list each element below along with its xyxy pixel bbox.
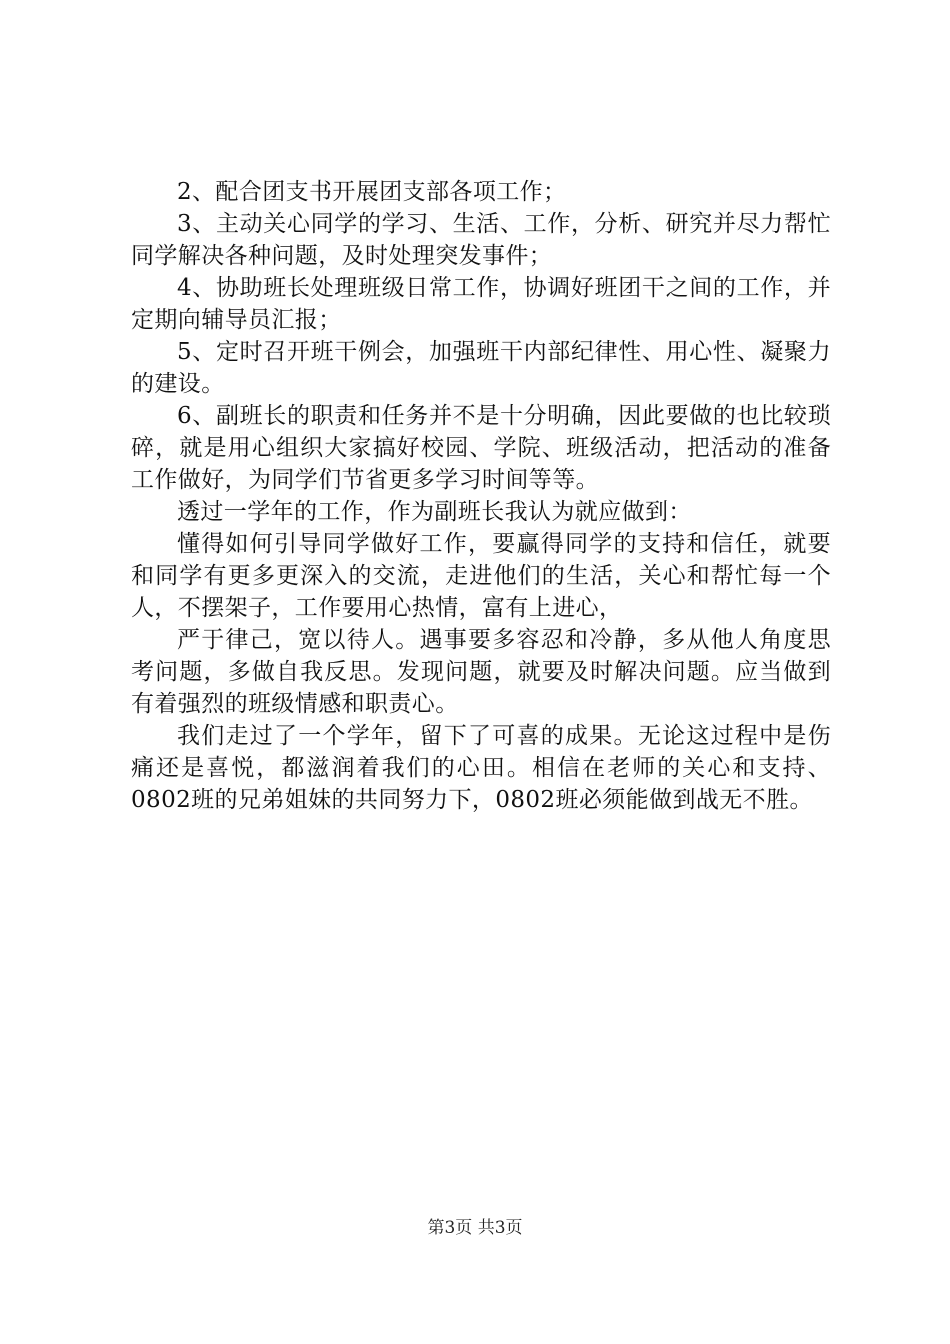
paragraph: 5、定时召开班干例会，加强班干内部纪律性、用心性、凝聚力的建设。 bbox=[131, 339, 831, 397]
paragraph: 严于律己，宽以待人。遇事要多容忍和冷静，多从他人角度思考问题，多做自我反思。发现问题，就要及时解决问题。应当做到有着强烈的班级情感和职责心。 bbox=[131, 627, 831, 717]
paragraph: 我们走过了一个学年，留下了可喜的成果。无论这过程中是伤痛还是喜悦，都滋润着我们的心田。相信在老师的关心和支持、0802班的兄弟姐妹的共同努力下，0802班必须能做到战无不胜。 bbox=[131, 723, 831, 813]
paragraph: 2、配合团支书开展团支部各项工作； bbox=[177, 179, 567, 205]
paragraph: 4、协助班长处理班级日常工作，协调好班团干之间的工作，并定期向辅导员汇报； bbox=[131, 275, 831, 333]
page-number-footer: 第3页 共3页 bbox=[427, 1218, 523, 1238]
paragraph: 懂得如何引导同学做好工作，要赢得同学的支持和信任，就要和同学有更多更深入的交流，走进他们的生活，关心和帮忙每一个人，不摆架子，工作要用心热情，富有上进心， bbox=[131, 531, 831, 621]
paragraph: 6、副班长的职责和任务并不是十分明确，因此要做的也比较琐碎，就是用心组织大家搞好校园、学院、班级活动，把活动的准备工作做好，为同学们节省更多学习时间等等。 bbox=[131, 403, 831, 493]
paragraph: 3、主动关心同学的学习、生活、工作，分析、研究并尽力帮忙同学解决各种问题，及时处理突发事件； bbox=[131, 211, 831, 269]
paragraph: 透过一学年的工作，作为副班长我认为就应做到： bbox=[177, 499, 692, 525]
document-body bbox=[131, 176, 831, 816]
